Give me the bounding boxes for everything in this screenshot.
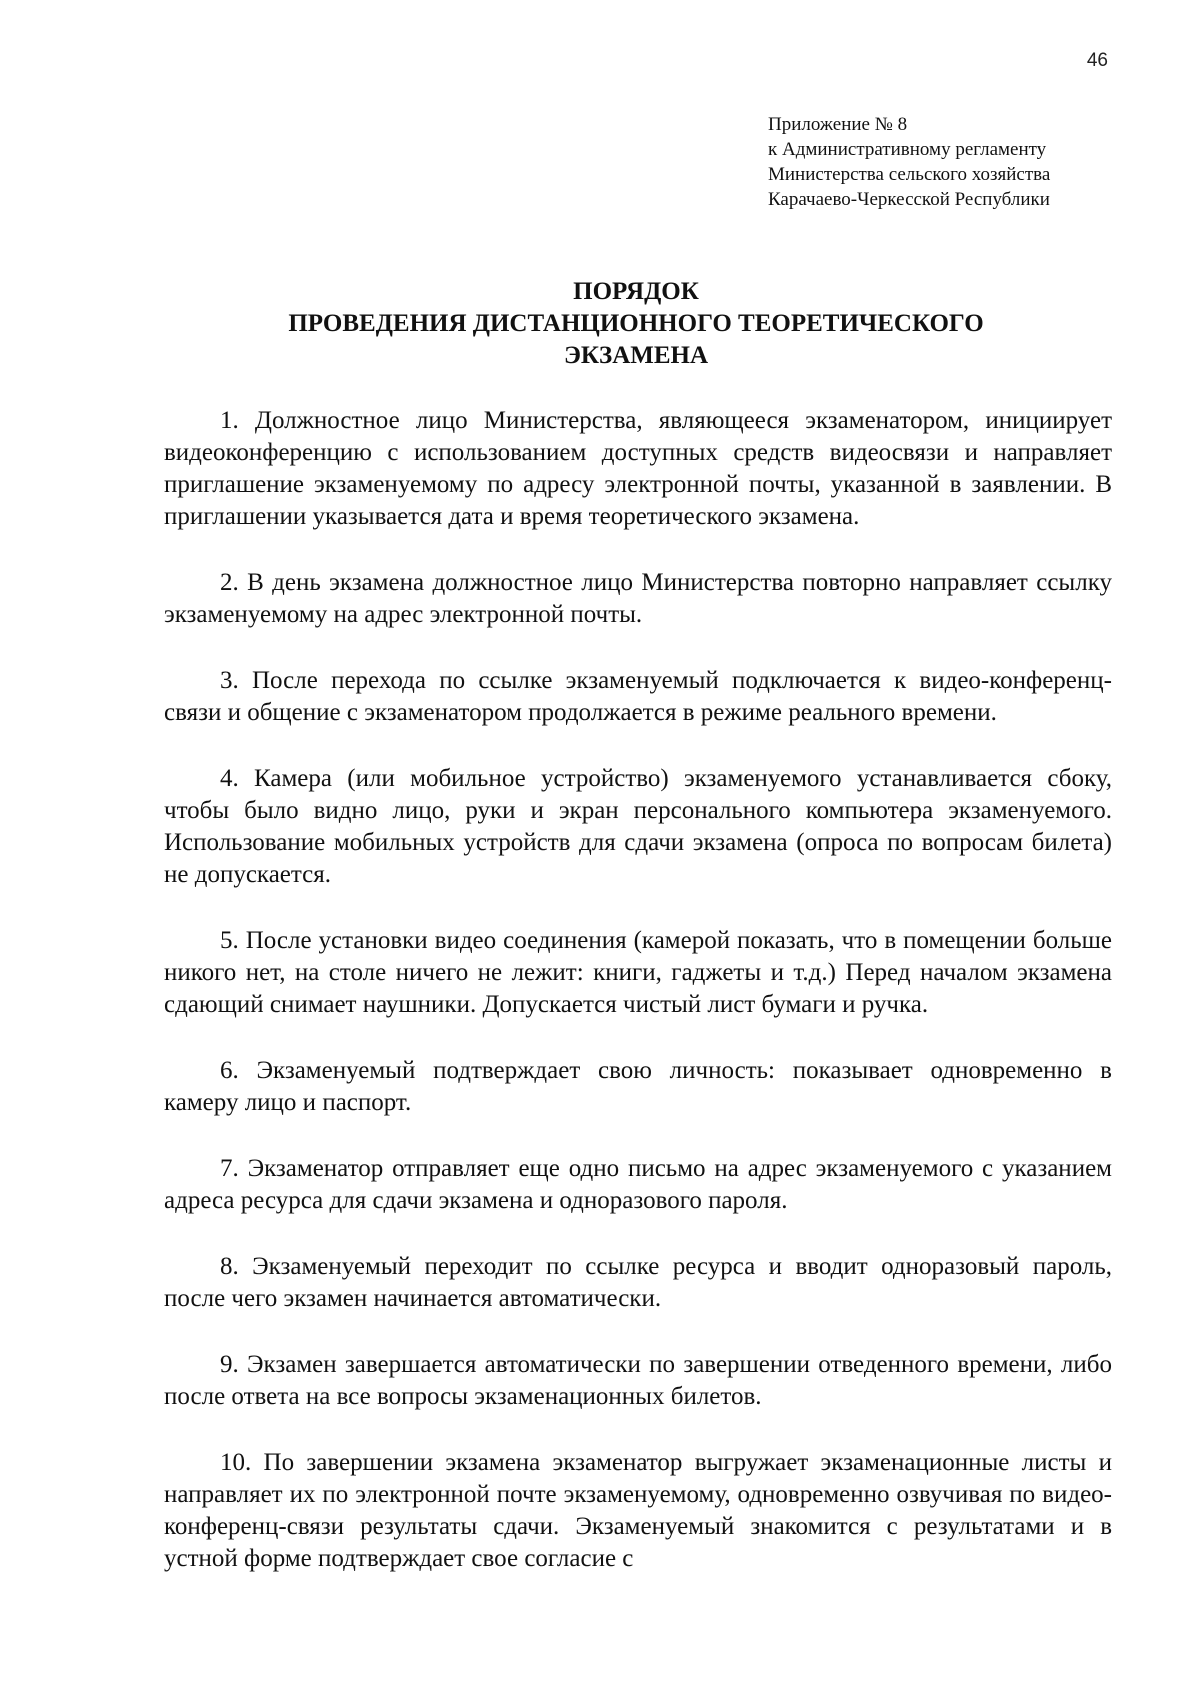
paragraph-8: 8. Экзаменуемый переходит по ссылке ресурса и вводит одноразовый пароль, после чего экзамен начинается автоматически. xyxy=(164,1253,1112,1312)
appendix-line: Министерства сельского хозяйства xyxy=(768,164,1051,185)
appendix-header xyxy=(768,112,1050,212)
paragraph-9: 9. Экзамен завершается автоматически по завершении отведенного времени, либо после ответа на все вопросы экзаменационных билетов. xyxy=(164,1351,1112,1410)
appendix-line: Карачаево-Черкесской Республики xyxy=(768,189,1050,210)
title-line: ЭКЗАМЕНА xyxy=(563,342,709,369)
appendix-line: к Административному регламенту xyxy=(768,139,1047,160)
paragraph-4: 4. Камера (или мобильное устройство) экзаменуемого устанавливается сбоку, чтобы было видно лицо, руки и экран персонального компьютера экзаменуемого. Использование мобильных устройств для сдачи экзамена (опроса по вопросам билета) не допускается. xyxy=(164,765,1112,888)
paragraph-6: 6. Экзаменуемый подтверждает свою личность: показывает одновременно в камеру лицо и паспорт. xyxy=(164,1057,1112,1116)
document-title xyxy=(0,276,1200,372)
page-number: 46 xyxy=(1086,50,1108,71)
title-line: ПРОВЕДЕНИЯ ДИСТАНЦИОННОГО ТЕОРЕТИЧЕСКОГО xyxy=(288,310,984,337)
paragraph-1: 1. Должностное лицо Министерства, являющееся экзаменатором, инициирует видеоконференцию с использованием доступных средств видеосвязи и направляет приглашение экзаменуемому по адресу электронной почты, указанной в заявлении. В приглашении указывается дата и время теоретического экзамена. xyxy=(164,407,1112,530)
document-body xyxy=(164,405,1112,1609)
appendix-line: Приложение № 8 xyxy=(768,114,908,135)
paragraph-5: 5. После установки видео соединения (камерой показать, что в помещении больше никого нет, на столе ничего не лежит: книги, гаджеты и т.д.) Перед началом экзамена сдающий снимает наушники. Допускается чистый лист бумаги и ручка. xyxy=(164,927,1112,1018)
paragraph-2: 2. В день экзамена должностное лицо Министерства повторно направляет ссылку экзаменуемому на адрес электронной почты. xyxy=(164,569,1112,628)
paragraph-10: 10. По завершении экзамена экзаменатор выгружает экзаменационные листы и направляет их по электронной почте экзаменуемому, одновременно озвучивая по видео-конференц-связи результаты сдачи. Экзаменуемый знакомится с результатами и в устной форме подтверждает свое согласие с xyxy=(164,1449,1112,1572)
paragraph-7: 7. Экзаменатор отправляет еще одно письмо на адрес экзаменуемого с указанием адреса ресурса для сдачи экзамена и одноразового пароля. xyxy=(164,1155,1112,1214)
paragraph-3: 3. После перехода по ссылке экзаменуемый подключается к видео-конференц-связи и общение с экзаменатором продолжается в режиме реального времени. xyxy=(164,667,1112,726)
title-line: ПОРЯДОК xyxy=(573,278,699,305)
